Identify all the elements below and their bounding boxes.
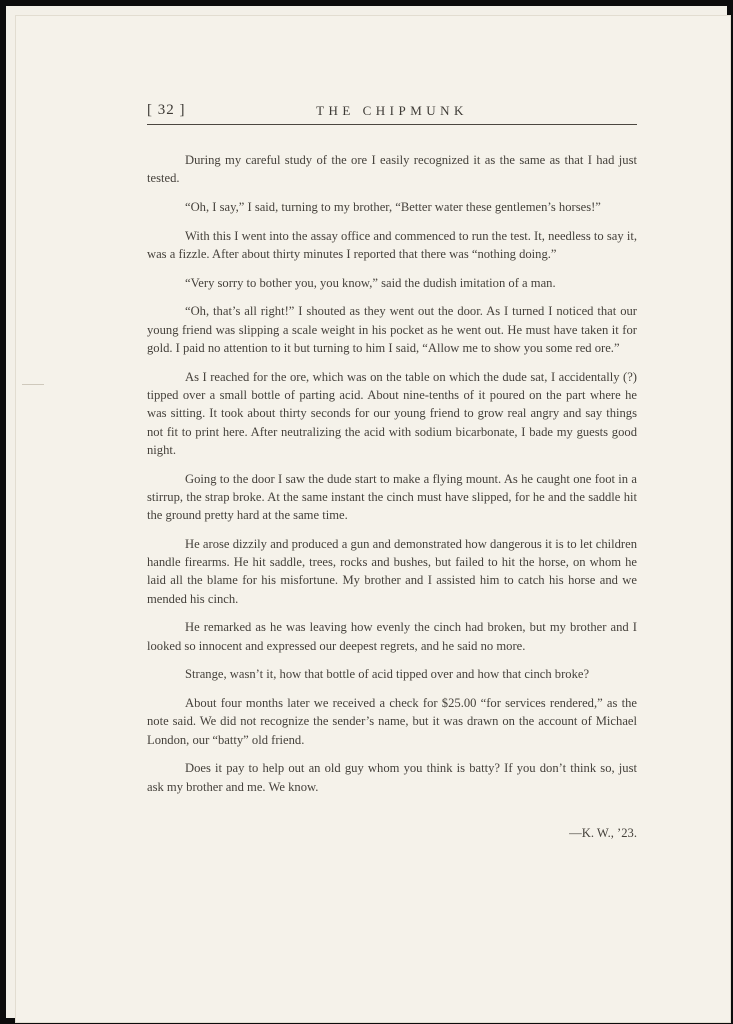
paragraph: He arose dizzily and produced a gun and demonstrated how dangerous it is to let children handle firearms. He hit saddle, trees, rocks and bushes, but failed to hit the horse, on whom he laid all the blame for his misfortune. My brother and I assisted him to catch his horse and we mended his cinch. xyxy=(147,536,637,606)
paragraph: “Oh, I say,” I said, turning to my brother, “Better water these gentlemen’s horses!” xyxy=(185,199,601,214)
paragraph: He remarked as he was leaving how evenly the cinch had broken, but my brother and I looked so innocent and expressed our deepest regrets, and he said no more. xyxy=(147,620,637,653)
author-signature: —K. W., ’23. xyxy=(569,826,637,840)
paper-mark xyxy=(22,384,44,385)
running-title: THE CHIPMUNK xyxy=(316,103,468,118)
paragraph: With this I went into the assay office and commenced to run the test. It, needless to say it, was a fizzle. After about thirty minutes I reported that there was “nothing doing.” xyxy=(147,228,637,261)
running-header xyxy=(147,100,637,124)
page-number: [ 32 ] xyxy=(147,102,186,118)
paragraph: Does it pay to help out an old guy whom you think is batty? If you don’t think so, just ask my brother and me. We know. xyxy=(147,761,637,794)
paragraph: About four months later we received a check for $25.00 “for services rendered,” as the note said. We did not recognize the sender’s name, but it was drawn on the account of Michael London, our “batty” old friend. xyxy=(147,696,637,747)
paragraph: Strange, wasn’t it, how that bottle of acid tipped over and how that cinch broke? xyxy=(185,667,590,682)
paragraph: “Very sorry to bother you, you know,” said the dudish imitation of a man. xyxy=(185,275,556,290)
paragraph: As I reached for the ore, which was on the table on which the dude sat, I accidentally (?) tipped over a small bottle of parting acid. About nine-tenths of it poured on the part where he was sitting. It took about thirty seconds for our young friend to grow real angry and say things not fit to print here. After neutralizing the acid with sodium bicarbonate, I bade my guests good night. xyxy=(147,369,637,457)
paragraph: “Oh, that’s all right!” I shouted as they went out the door. As I turned I noticed that our young friend was slipping a scale weight in his pocket as he went out. He must have taken it for gold. I paid no attention to it but turning to him I said, “Allow me to show you some red ore.” xyxy=(147,304,637,355)
header-rule xyxy=(147,124,637,125)
article-body xyxy=(147,151,637,806)
paragraph: Going to the door I saw the dude start to make a flying mount. As he caught one foot in a stirrup, the strap broke. At the same instant the cinch must have slipped, for he and the saddle hit the ground pretty hard at the same time. xyxy=(147,471,637,523)
paragraph: During my careful study of the ore I easily recognized it as the same as that I had just tested. xyxy=(147,153,637,186)
